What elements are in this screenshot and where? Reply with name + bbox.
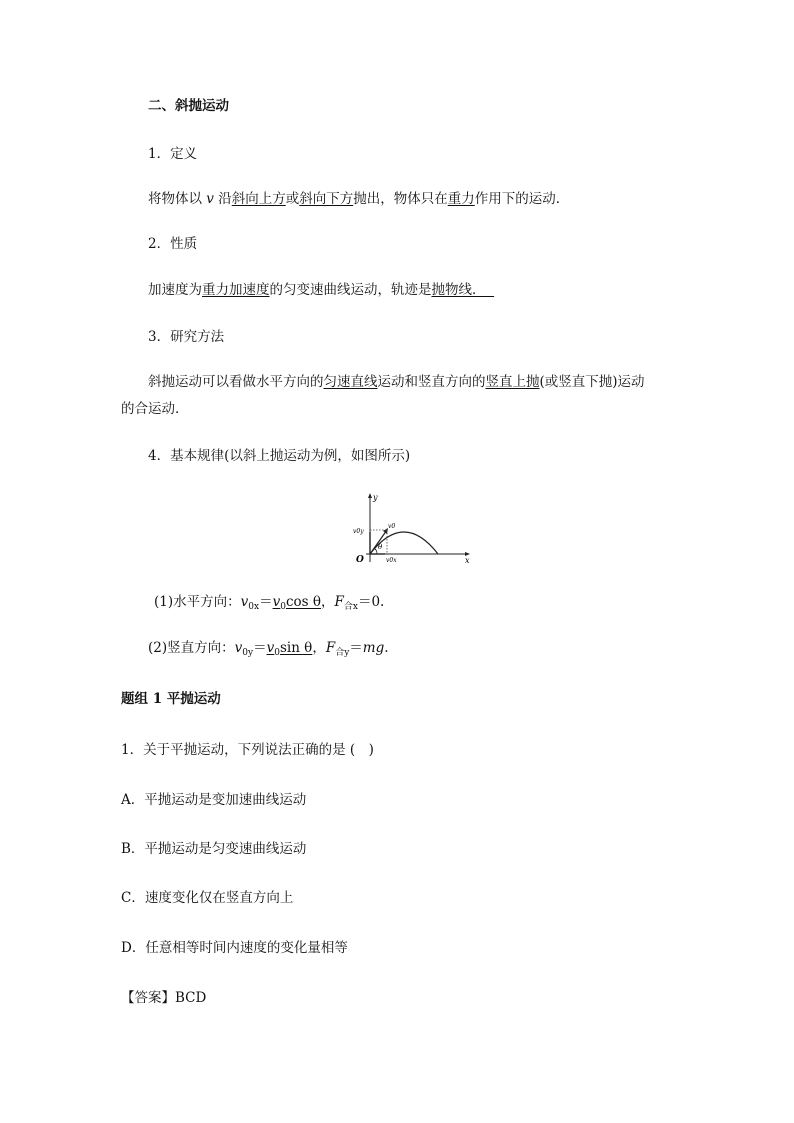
underlined-term: 斜向下方 [299, 191, 354, 207]
answer [121, 989, 206, 1007]
rules-label: 4．基本规律(以斜上抛运动为例，如图所示) [148, 448, 411, 464]
answer-value: BCD [175, 990, 207, 1006]
v0y-label: v0y [353, 528, 364, 535]
answer-tag: 【答案】 [121, 990, 175, 1006]
option-a: A．平抛运动是变加速曲线运动 [121, 792, 307, 808]
definition-label: 1．定义 [148, 146, 198, 162]
section-heading: 二、斜抛运动 [148, 98, 229, 114]
x-label: x [465, 556, 470, 565]
nature-text: 加速度为重力加速度的匀变速曲线运动，轨迹是抛物线． [148, 282, 486, 298]
nature-label: 2．性质 [148, 236, 198, 252]
theta-label: θ [378, 543, 383, 551]
y-label: y [373, 493, 378, 502]
underlined-term: 重力 [447, 191, 475, 207]
projectile-figure [350, 492, 480, 566]
underlined-term: 匀速直线 [323, 374, 378, 390]
underlined-term: 竖直上抛 [485, 374, 540, 390]
y-axis-arrow-icon [368, 493, 372, 498]
underlined-term: 重力加速度 [202, 282, 270, 298]
v0-label: v0 [388, 523, 396, 530]
option-d: D．任意相等时间内速度的变化量相等 [121, 940, 348, 956]
underlined-term: 抛物线． [431, 282, 486, 298]
v0x-label: v0x [386, 557, 397, 564]
option-b: B．平抛运动是匀变速曲线运动 [121, 841, 307, 857]
definition-text: 将物体以 v 沿斜向上方或斜向下方抛出，物体只在重力作用下的运动． [148, 191, 570, 207]
group-heading: 题组 1 平抛运动 [121, 691, 221, 707]
method-text-line2: 的合运动． [121, 401, 189, 417]
question-stem: 1．关于平抛运动，下列说法正确的是 ( ) [121, 742, 374, 758]
method-text-line1: 斜抛运动可以看做水平方向的匀速直线运动和竖直方向的竖直上抛(或竖直下抛)运动 [148, 374, 645, 390]
origin-label: O [356, 555, 364, 565]
underlined-term: 斜向上方 [231, 191, 286, 207]
vertical-formula: (2)竖直方向：$v_{0y}=v_0\sin$ θ，$F_{合y}=mg$. [148, 640, 389, 658]
horizontal-formula: (1)水平方向：$v_{0x}=v_0\cos$ θ，$F_{合x}=0$. [154, 594, 385, 612]
method-label: 3．研究方法 [148, 329, 225, 345]
option-c: C．速度变化仅在竖直方向上 [121, 890, 294, 906]
